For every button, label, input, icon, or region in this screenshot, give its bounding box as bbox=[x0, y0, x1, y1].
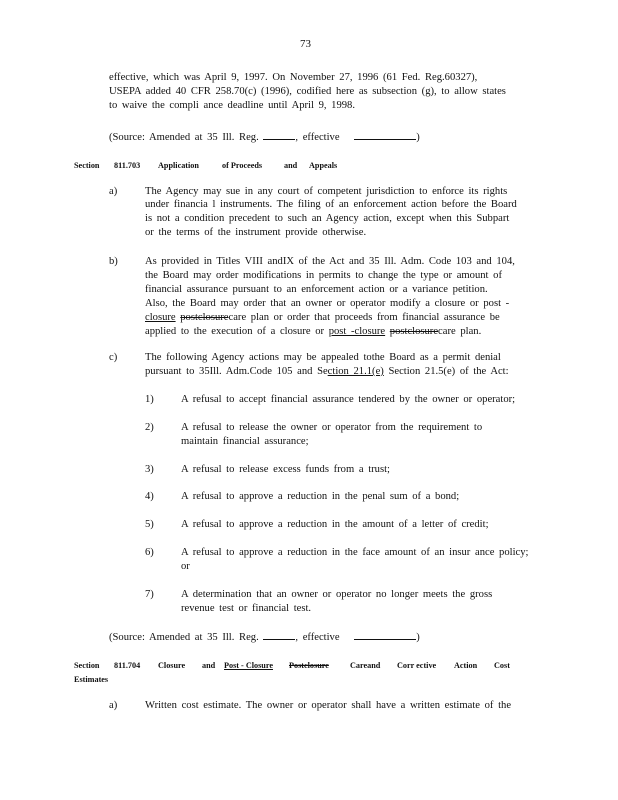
source-note-close: ) bbox=[416, 632, 420, 643]
item-b-label: b) bbox=[109, 256, 118, 267]
source-note-prefix: (Source: Amended at 35 Ill. Reg. bbox=[109, 132, 259, 143]
item-c-line-2-rest: Section 21.5(e) of the Act: bbox=[388, 366, 509, 377]
section-title-word: Corr ective bbox=[397, 661, 437, 670]
subitem-text: A refusal to approve a reduction in the penal sum of a bond; bbox=[181, 491, 460, 502]
section-title-word: and bbox=[202, 661, 216, 670]
section-title-word: Careand bbox=[350, 661, 381, 670]
item-a2-label: a) bbox=[109, 700, 118, 711]
section-title-word: of Proceeds bbox=[222, 161, 263, 170]
source-note-prefix: (Source: Amended at 35 Ill. Reg. bbox=[109, 632, 259, 643]
section-label: Section bbox=[74, 161, 100, 170]
item-a2-line-1: Written cost estimate. The owner or operator shall have a written estimate of the bbox=[145, 700, 512, 711]
item-b-line-2: the Board may order modifications in permits to change the type or amount of bbox=[145, 270, 502, 281]
item-b-line-4: Also, the Board may order that an owner or operator modify a closure or post - bbox=[145, 298, 510, 309]
intro-line-1: effective, which was April 9, 1997. On November 27, 1996 (61 Fed. Reg.60327), bbox=[109, 72, 478, 83]
subitem-text: A refusal to release the owner or operator from the requirement to bbox=[181, 422, 483, 433]
effective-date-blank bbox=[354, 629, 416, 640]
page-number: 73 bbox=[300, 38, 311, 50]
subitem-number: 1) bbox=[145, 394, 154, 405]
source-note-effective: , effective bbox=[295, 132, 340, 143]
section-title-line-2: Estimates bbox=[74, 675, 109, 684]
item-c-line-1: The following Agency actions may be appealed tothe Board as a permit denial bbox=[145, 352, 501, 363]
subitem-number: 4) bbox=[145, 491, 154, 502]
source-note-close: ) bbox=[416, 132, 420, 143]
source-note-2 bbox=[109, 629, 420, 644]
source-note-effective: , effective bbox=[295, 632, 340, 643]
reg-blank bbox=[263, 629, 295, 640]
subitem-text: or bbox=[181, 561, 190, 572]
item-c-line-2-start: pursuant to 35Ill. Adm.Code 105 and Se bbox=[145, 366, 328, 377]
subitem-text: maintain financial assurance; bbox=[181, 436, 309, 447]
subitem-number: 3) bbox=[145, 464, 154, 475]
item-b-line-5-rest: care plan or order that proceeds from financial assurance be bbox=[228, 312, 500, 323]
subitem-number: 7) bbox=[145, 589, 154, 600]
section-label: Section bbox=[74, 661, 100, 670]
item-b-line-5 bbox=[145, 311, 500, 324]
section-title-inserted: Post - Closure bbox=[224, 661, 273, 670]
section-title-word: Appeals bbox=[309, 161, 338, 170]
section-title-word: and bbox=[284, 161, 298, 170]
item-a-label: a) bbox=[109, 186, 118, 197]
section-title-word: Closure bbox=[158, 661, 186, 670]
item-a-line-1: The Agency may sue in any court of competent jurisdiction to enforce its rights bbox=[145, 186, 508, 197]
item-a-line-4: or the terms of the instrument provide otherwise. bbox=[145, 227, 367, 238]
deleted-text: postclosure bbox=[180, 312, 229, 323]
inserted-text: closure bbox=[145, 312, 176, 323]
item-b-line-3: financial assurance pursuant to an enforcement action or a variance petition. bbox=[145, 284, 488, 295]
subitem-text: A refusal to approve a reduction in the face amount of an insur ance policy; bbox=[181, 547, 529, 558]
subitem-text: A refusal to release excess funds from a trust; bbox=[181, 464, 390, 475]
effective-date-blank bbox=[354, 129, 416, 140]
section-title-deleted: Postclosure bbox=[289, 661, 329, 670]
section-number: 811.703 bbox=[114, 161, 141, 170]
item-a-line-3: is not a condition precedent to such an Agency action, except when this Subpart bbox=[145, 213, 510, 224]
item-c-line-2 bbox=[145, 365, 509, 378]
subitem-text: A determination that an owner or operator no longer meets the gross bbox=[181, 589, 493, 600]
section-title-word: Cost bbox=[494, 661, 510, 670]
item-a-line-2: under financia l instruments. The filing of an enforcement action before the Board bbox=[145, 199, 517, 210]
item-c-label: c) bbox=[109, 352, 118, 363]
section-number: 811.704 bbox=[114, 661, 141, 670]
subitem-text: A refusal to approve a reduction in the amount of a letter of credit; bbox=[181, 519, 489, 530]
subitem-number: 5) bbox=[145, 519, 154, 530]
deleted-text: postclosure bbox=[389, 326, 439, 337]
item-b-line-6-start: applied to the execution of a closure or bbox=[145, 326, 325, 337]
reg-blank bbox=[263, 129, 295, 140]
intro-line-2: USEPA added 40 CFR 258.70(c) (1996), codified here as subsection (g), to allow states bbox=[109, 86, 506, 97]
item-b-line-6 bbox=[145, 325, 481, 338]
inserted-text: post -closure bbox=[328, 326, 386, 337]
subitem-text: A refusal to accept financial assurance tendered by the owner or operator; bbox=[181, 394, 516, 405]
source-note-1 bbox=[109, 129, 420, 144]
subitem-number: 6) bbox=[145, 547, 154, 558]
inserted-text: ction 21.1(e) bbox=[327, 366, 384, 377]
section-title-word: Action bbox=[454, 661, 478, 670]
subitem-number: 2) bbox=[145, 422, 154, 433]
item-b-line-1: As provided in Titles VIII andIX of the Act and 35 Ill. Adm. Code 103 and 104, bbox=[145, 256, 515, 267]
intro-line-3: to waive the compli ance deadline until April 9, 1998. bbox=[109, 100, 356, 111]
subitem-text: revenue test or financial test. bbox=[181, 603, 312, 614]
item-b-line-6-rest: care plan. bbox=[438, 326, 482, 337]
section-title-word: Application bbox=[158, 161, 199, 170]
